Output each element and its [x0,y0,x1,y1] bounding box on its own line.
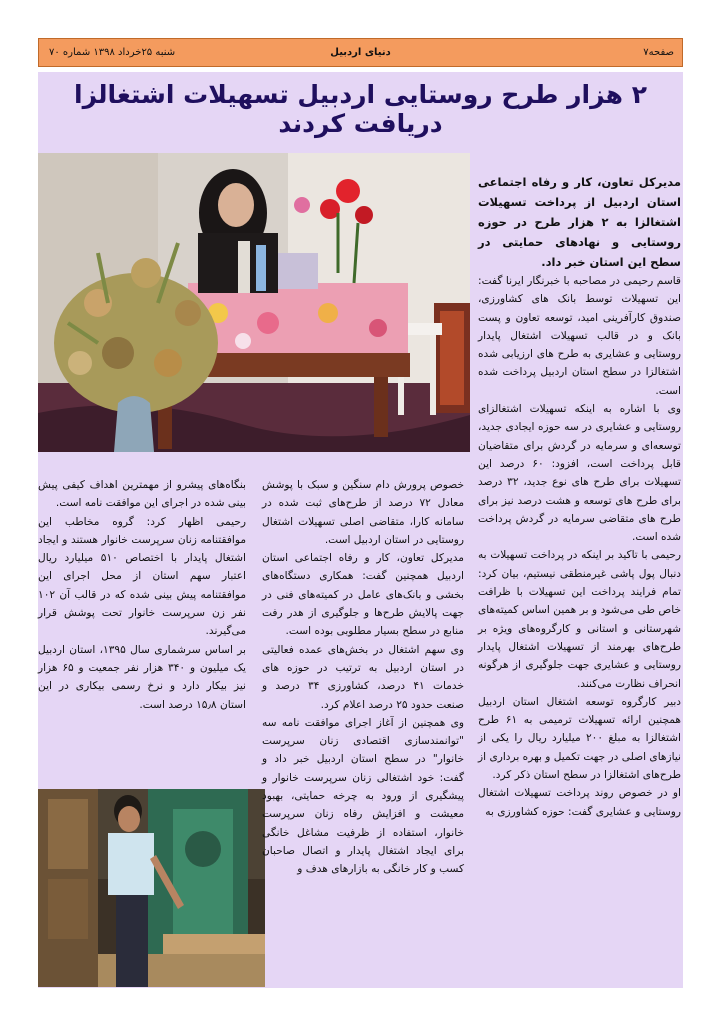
lead-paragraph: مدیرکل تعاون، کار و رفاه اجتماعی استان اردبیل از پرداخت تسهیلات اشتغالزا به ۲ هزار طرح در حوزه روستایی و نهادهای حمایتی در سطح این استان خبر داد. [478,175,681,269]
article-column-right [478,172,681,821]
paragraph: وی سهم اشتغال در بخش‌های عمده فعالیتی در استان اردبیل به ترتیب در حوزه های خدمات ۴۱ درصد، کشاورزی ۳۴ درصد و صنعت حدود ۲۵ درصد اعلام کرد. [262,643,464,711]
article-column-left [38,476,246,714]
paragraph: بنگاه‌های پیشرو از مهمترین اهداف کیفی پیش بینی شده در اجرای این موافقت نامه است. [38,479,246,510]
paragraph: بر اساس سرشماری سال ۱۳۹۵، استان اردبیل یک میلیون و ۳۴۰ هزار نفر جمعیت و ۶۵ هزار نیز بیکار دارد و نرخ رسمی بیکاری در این استان ۱۵٫۸ درصد است. [38,643,247,711]
newspaper-name: دنیای اردبیل [330,47,391,58]
paragraph: خصوص پرورش دام سنگین و سبک با پوشش معادل ۷۲ درصد از طرح‌های ثبت شده در سامانه کارا، متقاضی اصلی تسهیلات اشتغال روستایی در استان اردبیل است. [262,479,465,546]
date-and-issue: شنبه ۲۵خرداد ۱۳۹۸ شماره ۷۰ [49,47,176,58]
paragraph: رحیمی اظهار کرد: گروه مخاطب این موافقتنامه زنان سرپرست خانوار هستند و ایجاد اشتغال پایدار با اختصاص ۵۱۰ میلیارد ریال اعتبار سهم استان از محل اجرای این موافقتنامه پیش بینی شده که در قالب آن ۱۰۲ نفر زن سرپرست خانوار تحت پوشش قرار می‌گیرند. [38,515,246,638]
article-column-middle [262,476,464,879]
page-number: صفحه۷ [643,47,674,58]
paragraph: وی با اشاره به اینکه تسهیلات اشتغالزای روستایی و عشایری در سه حوزه ایجادی جدید، توسعه‌ای و سرمایه در گردش برای متقاضیان قابل پرداخت است، افزود: ۶۰ درصد این تسهیلات برای طرح های نوع جدید، ۳۲ درصد برای طرح های توسعه و هشت درصد نیز برای طرح های متقاضی سرمایه در گردش پرداخت شده است. [478,403,681,544]
page-header [38,38,683,67]
paragraph: او در خصوص روند پرداخت تسهیلات اشتغال روستایی و عشایری گفت: حوزه کشاورزی به [478,787,681,818]
photo-man-at-machine [38,789,265,987]
paragraph: وی همچنین از آغاز اجرای موافقت نامه سه "توانمندسازی اقتصادی زنان سرپرست خانوار" در سطح استان اردبیل خبر داد و گفت: خود اشتغالی زنان سرپرست خانوار و پیشگیری از ورود به چرخه حمایتی، بهبود معیشت و افزایش رفاه زنان سرپرست خانوار، استفاده از ظرفیت مشاغل خانگی برای ایجاد اشتغال پایدار و اتصال صاحبان کسب و کار خانگی به بازارهای هدف و [262,716,464,876]
paragraph: دبیر کارگروه توسعه اشتغال استان اردبیل همچنین ارائه تسهیلات ترمیمی به ۶۱ طرح اشتغالزا به مبلغ ۲۰۰ میلیارد ریال را یکی از نیازهای اصلی در جهت تکمیل و بهره برداری از طرح‌های اشتغالزا در سطح استان ذکر کرد. [478,695,682,782]
article-headline: ۲ هزار طرح روستایی اردبیل تسهیلات اشتغالزا دریافت کردند [74,80,647,138]
paragraph: قاسم رحیمی در مصاحبه با خبرنگار ایرنا گفت: این تسهیلات توسط بانک های کشاورزی، صندوق کارآفرینی امید، توسعه تعاون و پست بانک و در قالب تسهیلات اشتغال پایدار روستایی و عشایری به طرح های ارزیابی شده اشتغالزا در سطح استان اردبیل پرداخت شده است. [478,275,681,397]
photo-woman-crafting-flowers [38,153,470,452]
paragraph: رحیمی با تاکید بر اینکه در پرداخت تسهیلات به دنبال پول پاشی غیرمنطقی نیستیم، بیان کرد: تمام فرایند پرداخت این تسهیلات با ظرافت خاص طی می‌شود و بر همین اساس کمیته‌های شهرستانی و استانی و کارگروه‌های ویژه بر طرح‌های بهرمند از تسهیلات اشتغال پایدار روستایی و عشایری جهت جلوگیری از هرگونه انحراف نظارت می‌کنند. [478,549,681,690]
paragraph: مدیرکل تعاون، کار و رفاه اجتماعی استان اردبیل همچنین گفت: همکاری دستگاه‌های بخشی و بانک‌های عامل در کمیته‌های فنی در جهت پالایش طرح‌ها و جلوگیری از هدر رفت منابع در سطح بسیار مطلوبی بوده است. [262,552,464,638]
